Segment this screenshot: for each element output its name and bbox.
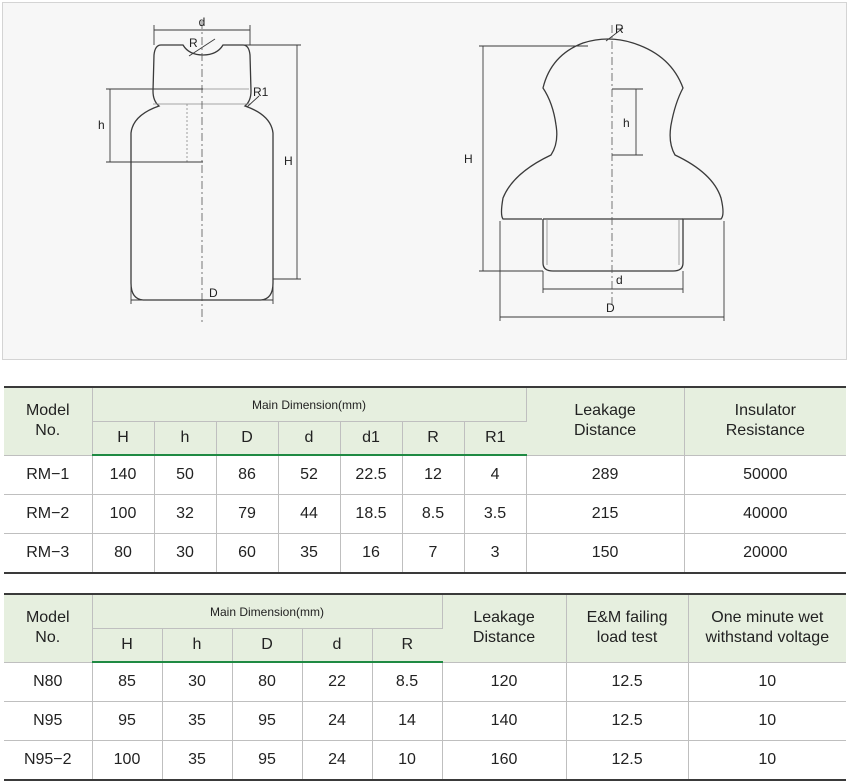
left-label-H: H bbox=[284, 154, 293, 168]
table-cell: 22 bbox=[302, 662, 372, 702]
table-cell: 7 bbox=[402, 534, 464, 574]
n-spec-table bbox=[4, 593, 846, 781]
wet-withstand-header: One minute wet withstand voltage bbox=[688, 594, 846, 662]
table-cell: 140 bbox=[92, 455, 154, 495]
left-label-D: D bbox=[209, 286, 218, 300]
table-cell: 35 bbox=[278, 534, 340, 574]
table-cell: RM−3 bbox=[4, 534, 92, 574]
table-cell: 10 bbox=[688, 741, 846, 781]
right-label-R: R bbox=[615, 22, 624, 36]
table-cell: 3.5 bbox=[464, 495, 526, 534]
table-cell: 22.5 bbox=[340, 455, 402, 495]
col-header-H: H bbox=[92, 422, 154, 456]
table-cell: 18.5 bbox=[340, 495, 402, 534]
table-cell: 35 bbox=[162, 741, 232, 781]
table-cell: 86 bbox=[216, 455, 278, 495]
col-header-h: h bbox=[162, 629, 232, 663]
table-cell: 140 bbox=[442, 702, 566, 741]
left-label-R1: R1 bbox=[253, 85, 269, 99]
table-cell: RM−1 bbox=[4, 455, 92, 495]
insulator-drawings bbox=[3, 3, 848, 361]
table-cell: RM−2 bbox=[4, 495, 92, 534]
table-cell: 12.5 bbox=[566, 741, 688, 781]
insulator-resistance-header: Insulator Resistance bbox=[684, 387, 846, 455]
table-cell: 80 bbox=[232, 662, 302, 702]
col-header-d: d bbox=[302, 629, 372, 663]
table-row bbox=[4, 495, 846, 534]
table-cell: 3 bbox=[464, 534, 526, 574]
left-label-d: d bbox=[198, 15, 206, 29]
table-cell: N95 bbox=[4, 702, 92, 741]
table-cell: 50 bbox=[154, 455, 216, 495]
table-cell: 60 bbox=[216, 534, 278, 574]
drawing-panel bbox=[2, 2, 847, 360]
table-cell: 100 bbox=[92, 495, 154, 534]
right-label-d: d bbox=[616, 273, 623, 287]
table-row bbox=[4, 662, 846, 702]
col-header-D: D bbox=[232, 629, 302, 663]
table-cell: 160 bbox=[442, 741, 566, 781]
col-header-h: h bbox=[154, 422, 216, 456]
table-cell: 289 bbox=[526, 455, 684, 495]
left-insulator-drawing bbox=[106, 21, 301, 323]
table-cell: 95 bbox=[232, 741, 302, 781]
table-cell: 10 bbox=[372, 741, 442, 781]
table-cell: 95 bbox=[232, 702, 302, 741]
table-cell: 24 bbox=[302, 741, 372, 781]
leakage-distance-header: Leakage Distance bbox=[526, 387, 684, 455]
table-cell: 12.5 bbox=[566, 662, 688, 702]
rm-spec-table bbox=[4, 386, 846, 574]
table-cell: 120 bbox=[442, 662, 566, 702]
table-cell: 30 bbox=[154, 534, 216, 574]
table-row bbox=[4, 741, 846, 781]
table-row bbox=[4, 702, 846, 741]
table-cell: 10 bbox=[688, 702, 846, 741]
table-cell: 16 bbox=[340, 534, 402, 574]
em-failing-load-header: E&M failing load test bbox=[566, 594, 688, 662]
table-cell: 52 bbox=[278, 455, 340, 495]
table-row bbox=[4, 534, 846, 574]
right-label-H: H bbox=[464, 152, 473, 166]
col-header-R: R bbox=[372, 629, 442, 663]
table-cell: 35 bbox=[162, 702, 232, 741]
col-header-d: d bbox=[278, 422, 340, 456]
table-cell: 95 bbox=[92, 702, 162, 741]
table-cell: 150 bbox=[526, 534, 684, 574]
model-header: Model No. bbox=[4, 387, 92, 455]
right-insulator-drawing bbox=[479, 25, 724, 321]
table-cell: 20000 bbox=[684, 534, 846, 574]
table-cell: 40000 bbox=[684, 495, 846, 534]
model-header: Model No. bbox=[4, 594, 92, 662]
col-header-H: H bbox=[92, 629, 162, 663]
table-cell: 12.5 bbox=[566, 702, 688, 741]
table-cell: 10 bbox=[688, 662, 846, 702]
table-cell: N80 bbox=[4, 662, 92, 702]
table-cell: 30 bbox=[162, 662, 232, 702]
table-cell: 12 bbox=[402, 455, 464, 495]
table-cell: 79 bbox=[216, 495, 278, 534]
table-cell: 85 bbox=[92, 662, 162, 702]
table-cell: 44 bbox=[278, 495, 340, 534]
col-header-R: R bbox=[402, 422, 464, 456]
table-cell: N95−2 bbox=[4, 741, 92, 781]
table-cell: 14 bbox=[372, 702, 442, 741]
table-cell: 80 bbox=[92, 534, 154, 574]
left-label-h: h bbox=[98, 118, 105, 132]
table-cell: 215 bbox=[526, 495, 684, 534]
main-dimension-header: Main Dimension(mm) bbox=[92, 387, 526, 422]
leakage-distance-header: Leakage Distance bbox=[442, 594, 566, 662]
table-cell: 100 bbox=[92, 741, 162, 781]
table-cell: 50000 bbox=[684, 455, 846, 495]
table-cell: 32 bbox=[154, 495, 216, 534]
table-cell: 8.5 bbox=[372, 662, 442, 702]
col-header-D: D bbox=[216, 422, 278, 456]
table-cell: 8.5 bbox=[402, 495, 464, 534]
table-cell: 24 bbox=[302, 702, 372, 741]
col-header-R1: R1 bbox=[464, 422, 526, 456]
left-label-R: R bbox=[189, 36, 198, 50]
col-header-d1: d1 bbox=[340, 422, 402, 456]
table-row bbox=[4, 455, 846, 495]
table-cell: 4 bbox=[464, 455, 526, 495]
right-label-D: D bbox=[606, 301, 615, 315]
right-label-h: h bbox=[623, 116, 630, 130]
main-dimension-header: Main Dimension(mm) bbox=[92, 594, 442, 629]
